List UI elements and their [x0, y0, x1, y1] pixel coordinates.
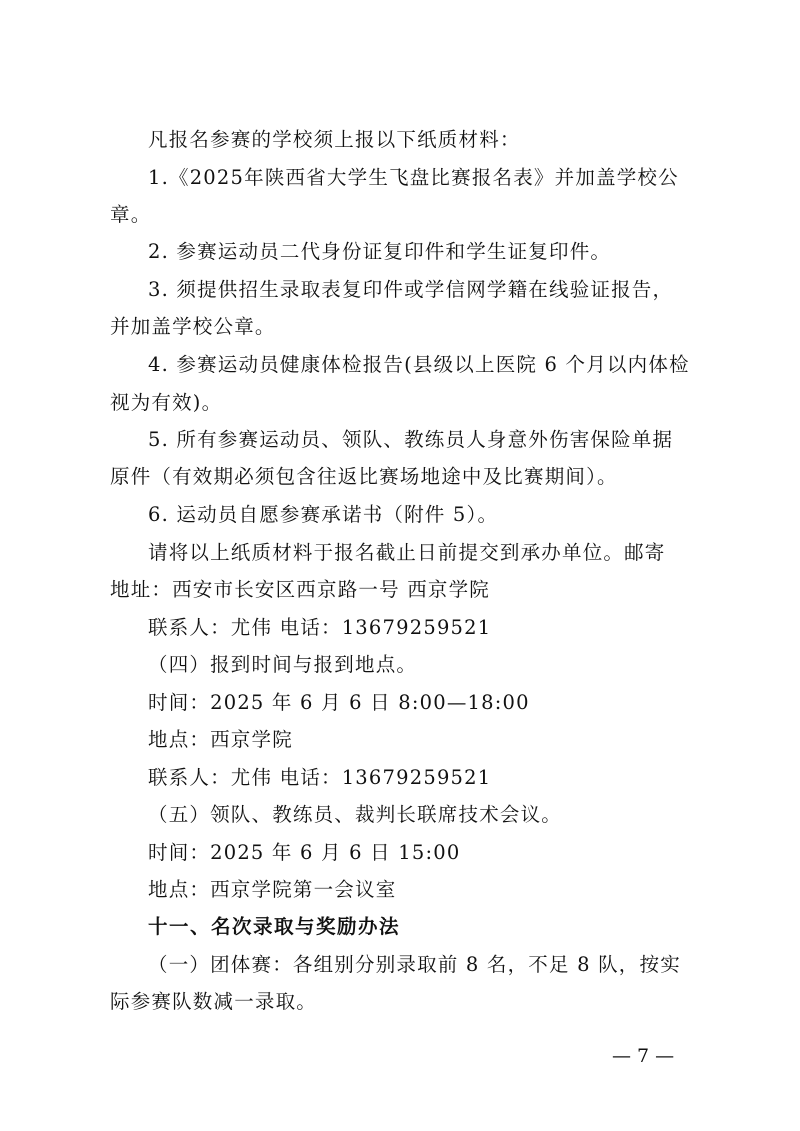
paragraph-line-contact-2: 联系人：尤伟 电话：13679259521 — [148, 766, 492, 789]
paragraph-line-intro: 凡报名参赛的学校须上报以下纸质材料： — [148, 128, 521, 151]
paragraph-line-team-cont: 际参赛队数减一录取。 — [110, 990, 318, 1013]
paragraph-line-item3-cont: 并加盖学校公章。 — [110, 315, 276, 338]
paragraph-line-team: （一）团体赛：各组别分别录取前 8 名，不足 8 队，按实 — [148, 953, 681, 976]
paragraph-line-contact-1: 联系人：尤伟 电话：13679259521 — [148, 616, 492, 639]
paragraph-line-item4: 4. 参赛运动员健康体检报告(县级以上医院 6 个月以内体检 — [148, 353, 690, 376]
paragraph-line-item1: 1.《2025年陕西省大学生飞盘比赛报名表》并加盖学校公 — [148, 166, 679, 189]
section-heading-4: （四）报到时间与报到地点。 — [148, 653, 418, 676]
page-number: — 7 — — [612, 1045, 675, 1067]
paragraph-line-address: 地址：西安市长安区西京路一号 西京学院 — [110, 578, 490, 601]
paragraph-line-item4-cont: 视为有效)。 — [110, 391, 223, 414]
paragraph-line-time-2: 时间：2025 年 6 月 6 日 15:00 — [148, 841, 461, 864]
paragraph-line-time-1: 时间：2025 年 6 月 6 日 8:00—18:00 — [148, 691, 530, 714]
section-heading-11: 十一、名次录取与奖励办法 — [148, 915, 401, 938]
paragraph-line-item3: 3. 须提供招生录取表复印件或学信网学籍在线验证报告， — [148, 278, 674, 301]
paragraph-line-location-1: 地点：西京学院 — [148, 728, 293, 751]
paragraph-line-item1-cont: 章。 — [110, 203, 152, 226]
paragraph-line-location-2: 地点：西京学院第一会议室 — [148, 878, 397, 901]
paragraph-line-item5: 5. 所有参赛运动员、领队、教练员人身意外伤害保险单据 — [148, 428, 674, 451]
section-heading-5: （五）领队、教练员、裁判长联席技术会议。 — [148, 803, 563, 826]
paragraph-line-item5-cont: 原件（有效期必须包含往返比赛场地途中及比赛期间）。 — [110, 465, 618, 488]
paragraph-line-submit: 请将以上纸质材料于报名截止日前提交到承办单位。邮寄 — [148, 541, 666, 564]
paragraph-line-item2: 2. 参赛运动员二代身份证复印件和学生证复印件。 — [148, 240, 612, 263]
paragraph-line-item6: 6. 运动员自愿参赛承诺书（附件 5）。 — [148, 503, 499, 526]
